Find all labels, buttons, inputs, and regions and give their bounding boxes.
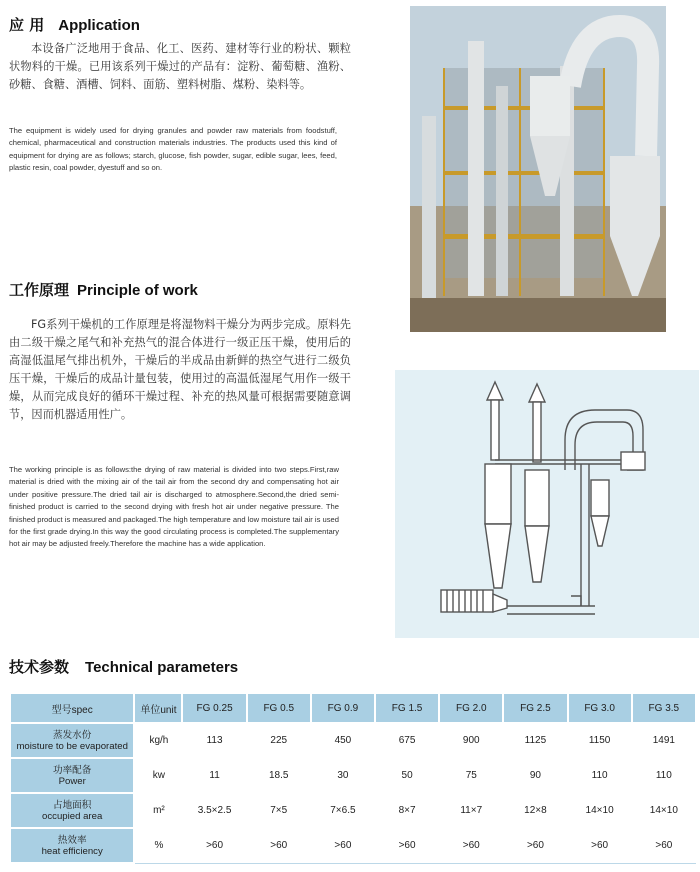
table-cell: >60: [182, 828, 246, 863]
table-cell: 7×5: [247, 793, 311, 828]
table-cell: 30: [311, 758, 375, 793]
table-cell: 75: [439, 758, 503, 793]
table-header-row: [10, 693, 696, 723]
table-cell: 18.5: [247, 758, 311, 793]
table-cell: 110: [568, 758, 632, 793]
table-cell: >60: [311, 828, 375, 863]
principle-title-en: Principle of work: [77, 282, 198, 299]
header-model: FG 0.25: [182, 693, 246, 723]
row-unit: kg/h: [134, 723, 182, 758]
row-label: [10, 758, 134, 793]
application-heading: [9, 14, 140, 35]
technical-parameters-table: [9, 692, 697, 864]
table-cell: 3.5×2.5: [182, 793, 246, 828]
table-cell: 225: [247, 723, 311, 758]
header-model: FG 2.0: [439, 693, 503, 723]
dryer-plant-photo-drawing: [410, 6, 666, 332]
technical-title-en: Technical parameters: [85, 659, 239, 676]
table-cell: 12×8: [503, 793, 567, 828]
row-label: [10, 793, 134, 828]
table-cell: 1125: [503, 723, 567, 758]
table-cell: 113: [182, 723, 246, 758]
row-unit: %: [134, 828, 182, 863]
table-cell: 11×7: [439, 793, 503, 828]
table-row: [10, 793, 696, 828]
table-cell: 900: [439, 723, 503, 758]
table-cell: >60: [503, 828, 567, 863]
table-cell: 1150: [568, 723, 632, 758]
principle-heading: [9, 279, 198, 300]
row-label-en: Power: [58, 775, 86, 787]
header-model: FG 3.0: [568, 693, 632, 723]
table-cell: >60: [247, 828, 311, 863]
principle-paragraph-en: The working principle is as follows:the drying of raw material is divided into two steps.First,raw material is dried with the mixing air of the tail air from the second dry and compensating hot air under positive pressure.The dried tail air is discharged to atmosphere.Second,the dried semi-finished product is carried to the second drying with fresh hot air under negative pressure. The finished product is measured and packaged.The high temperature and low moisture tail air is used for the first grade drying.In this way the good circulating process is completed.The supplementary hot air may be adjusted freely.Therefore the machine has a wide application.: [9, 465, 339, 549]
table-cell: 14×10: [632, 793, 696, 828]
row-label-zh: 蒸发水份: [52, 729, 92, 741]
table-cell: >60: [568, 828, 632, 863]
row-unit: kw: [134, 758, 182, 793]
table-cell: >60: [439, 828, 503, 863]
table-cell: 8×7: [375, 793, 439, 828]
table-cell: 7×6.5: [311, 793, 375, 828]
principle-paragraph-zh: FG系列干燥机的工作原理是将湿物料干燥分为两步完成。原料先由二级干燥之尾气和补充热气的混合体进行一级正压干燥，使用后的高湿低温尾气排出机外，干燥后的半成品由新鲜的热空气进行二级负压干燥，干燥后的成品计量包装，使用过的高温低湿尾气用作一级干燥，从而完成良好的循环干燥过程、补充的热风量可根据需要随意调节，因而机器适用性广。: [9, 318, 351, 421]
table-row: [10, 723, 696, 758]
header-model: FG 0.9: [311, 693, 375, 723]
header-model: FG 3.5: [632, 693, 696, 723]
principle-title-zh: 工作原理: [9, 281, 70, 299]
table-cell: 14×10: [568, 793, 632, 828]
header-model: FG 0.5: [247, 693, 311, 723]
row-label: [10, 828, 134, 863]
application-paragraph-zh: 本设备广泛地用于食品、化工、医药、建材等行业的粉状、颗粒状物料的干燥。已用该系列干燥过的产品有：淀粉、葡萄糖、渔粉、砂糖、食糖、酒槽、饲料、面筋、塑料树脂、煤粉、染料等。: [9, 42, 351, 91]
technical-title-zh: 技术参数: [9, 658, 70, 676]
dryer-plant-photo: [410, 6, 666, 332]
row-label-en: occupied area: [42, 810, 103, 822]
header-unit: 单位unit: [134, 693, 182, 723]
header-spec: 型号spec: [10, 693, 134, 723]
table-cell: 1491: [632, 723, 696, 758]
header-model: FG 1.5: [375, 693, 439, 723]
process-flow-diagram: [395, 370, 699, 638]
row-label-en: moisture to be evaporated: [16, 740, 128, 752]
process-diagram-panel: [395, 370, 699, 638]
table-row: [10, 758, 696, 793]
row-label-en: heat efficiency: [41, 845, 103, 857]
header-model: FG 2.5: [503, 693, 567, 723]
table-cell: 50: [375, 758, 439, 793]
table-cell: >60: [375, 828, 439, 863]
table-cell: 90: [503, 758, 567, 793]
application-title-zh: 应 用: [9, 16, 45, 34]
application-title-en: Application: [58, 17, 140, 34]
table-cell: 675: [375, 723, 439, 758]
row-label: [10, 723, 134, 758]
table-cell: 11: [182, 758, 246, 793]
row-label-zh: 热效率: [57, 834, 87, 846]
table-cell: 110: [632, 758, 696, 793]
table-row: [10, 828, 696, 863]
technical-heading: [9, 656, 238, 677]
application-paragraph-en: The equipment is widely used for drying granules and powder raw materials from foodstuff, chemical, pharmaceutical and construction materials industries. The products used this kind of equipment for drying are as follows; starch, glucose, fish powder, sugar, edible sugar, lees, feed, plastic resin, coal powder, dyestuff and so on.: [9, 126, 337, 173]
table-cell: >60: [632, 828, 696, 863]
row-label-zh: 占地面积: [52, 799, 92, 811]
row-label-zh: 功率配备: [52, 764, 92, 776]
table-cell: 450: [311, 723, 375, 758]
row-unit: m²: [134, 793, 182, 828]
